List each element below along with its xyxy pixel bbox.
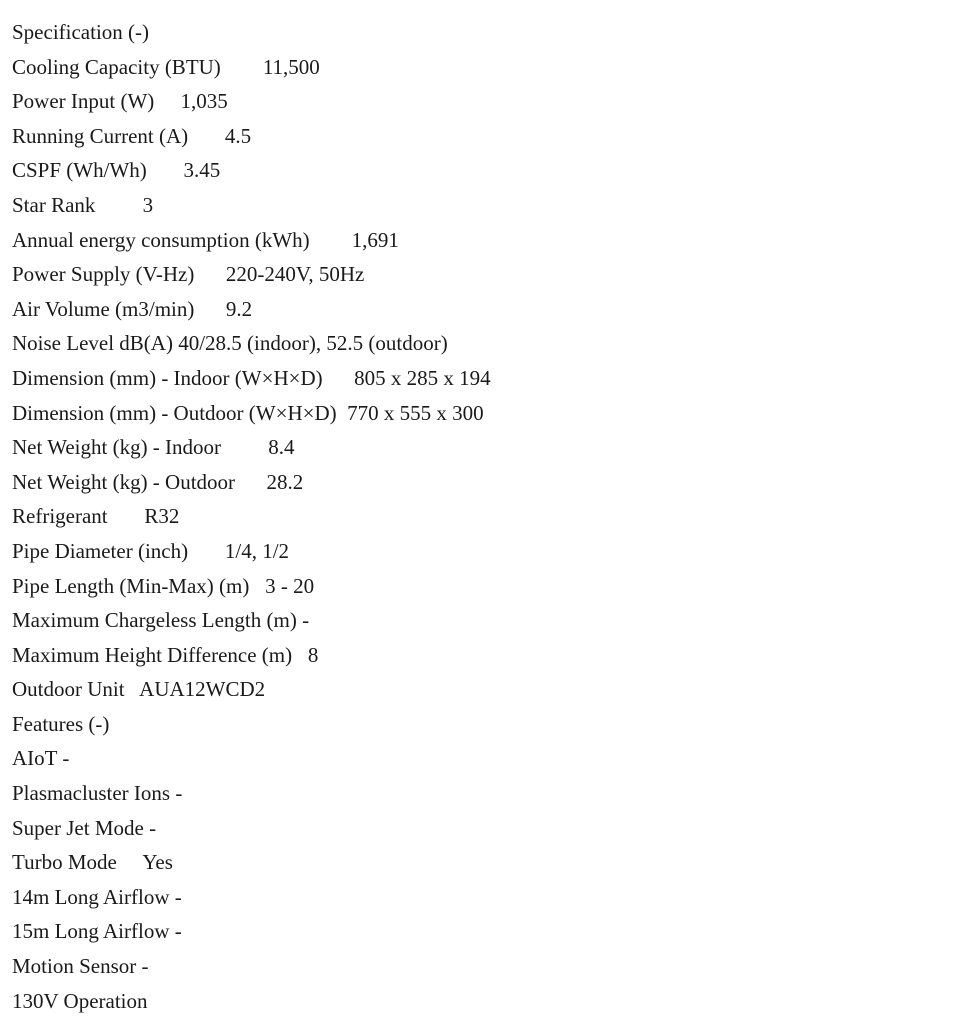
spec-row <box>12 467 491 502</box>
spec-row <box>12 605 491 640</box>
spec-row <box>12 847 491 882</box>
spec-row <box>12 294 491 329</box>
spec-value: - <box>149 815 157 840</box>
spec-row <box>12 882 491 917</box>
spec-separator <box>154 89 180 113</box>
spec-separator <box>194 262 226 286</box>
spec-separator <box>148 989 153 1013</box>
spec-row <box>12 501 491 536</box>
spec-value: 4.5 <box>224 123 252 148</box>
spec-label: Power Supply (V-Hz) <box>12 262 195 287</box>
spec-label: Air Volume (m3/min) <box>12 296 195 321</box>
spec-label: Specification <box>12 20 123 44</box>
spec-value: Yes <box>142 850 173 875</box>
spec-label: Power Input (W) <box>12 89 155 114</box>
spec-label: Cooling Capacity (BTU) <box>12 54 221 79</box>
spec-label: Plasmacluster Ions <box>12 781 171 806</box>
spec-label: Net Weight (kg) - Outdoor <box>12 469 236 494</box>
spec-label: Motion Sensor <box>12 954 137 979</box>
spec-separator <box>125 677 140 701</box>
spec-label: 130V Operation <box>12 988 148 1013</box>
spec-value: 8.4 <box>268 435 295 460</box>
spec-row <box>12 225 491 260</box>
spec-row <box>12 674 491 709</box>
spec-label: Dimension (mm) - Indoor (W×H×D) <box>12 365 323 390</box>
spec-separator <box>188 124 225 148</box>
spec-value: 28.2 <box>266 469 304 494</box>
spec-value: - <box>62 746 70 771</box>
spec-separator <box>194 297 226 321</box>
spec-value: 3 <box>142 192 154 217</box>
spec-separator <box>310 228 352 252</box>
spec-value: 9.2 <box>225 296 253 321</box>
spec-label: Features <box>12 711 84 736</box>
spec-row <box>12 432 491 467</box>
spec-row <box>12 17 491 52</box>
spec-value: 805 x 285 x 194 <box>354 365 491 390</box>
spec-row <box>12 778 491 813</box>
spec-separator <box>117 850 142 874</box>
specification-list <box>12 17 491 1020</box>
spec-value: - <box>302 608 310 633</box>
spec-separator <box>249 574 265 598</box>
spec-label: Pipe Diameter (inch) <box>12 538 189 563</box>
spec-value: 1,035 <box>180 89 228 114</box>
spec-label: Outdoor Unit <box>12 677 125 702</box>
spec-row <box>12 190 491 225</box>
spec-label: Pipe Length (Min-Max) (m) <box>12 573 250 598</box>
spec-value: R32 <box>144 504 180 529</box>
spec-value: - <box>174 919 182 944</box>
spec-value: (-) <box>128 20 150 44</box>
spec-value: 3 - 20 <box>265 573 315 598</box>
spec-label: Annual energy consumption (kWh) <box>12 227 310 252</box>
spec-row <box>12 328 491 363</box>
spec-row <box>12 986 491 1020</box>
spec-row <box>12 259 491 294</box>
spec-value: - <box>175 781 183 806</box>
spec-row <box>12 916 491 951</box>
spec-separator <box>337 401 348 425</box>
spec-value: 3.45 <box>183 158 221 183</box>
spec-value: - <box>141 954 149 979</box>
spec-label: Net Weight (kg) - Indoor <box>12 435 222 460</box>
spec-label: 15m Long Airflow <box>12 919 170 944</box>
spec-label: Super Jet Mode <box>12 815 144 840</box>
spec-label: Star Rank <box>12 192 96 217</box>
spec-row <box>12 121 491 156</box>
spec-separator <box>147 158 184 182</box>
spec-separator <box>188 539 225 563</box>
spec-row <box>12 813 491 848</box>
spec-value: 11,500 <box>262 54 320 79</box>
spec-label: Noise Level dB(A) <box>12 331 173 356</box>
spec-label: CSPF (Wh/Wh) <box>12 158 147 183</box>
spec-value: AUA12WCD2 <box>139 677 266 702</box>
spec-row <box>12 536 491 571</box>
spec-separator <box>221 435 268 459</box>
spec-separator <box>108 504 145 528</box>
spec-label: Refrigerant <box>12 504 108 529</box>
spec-label: 14m Long Airflow <box>12 884 170 909</box>
spec-separator <box>323 366 355 390</box>
spec-row <box>12 640 491 675</box>
spec-label: AIoT <box>12 746 58 771</box>
spec-separator <box>235 470 267 494</box>
spec-label: Maximum Chargeless Length (m) <box>12 608 297 633</box>
spec-row <box>12 743 491 778</box>
spec-row <box>12 52 491 87</box>
spec-value: 1,691 <box>351 227 399 252</box>
spec-value: 220-240V, 50Hz <box>225 262 365 287</box>
spec-row <box>12 86 491 121</box>
spec-row <box>12 155 491 190</box>
spec-value: 1/4, 1/2 <box>224 538 290 563</box>
spec-label: Running Current (A) <box>12 123 189 148</box>
spec-row <box>12 571 491 606</box>
spec-row <box>12 709 491 744</box>
spec-row <box>12 951 491 986</box>
spec-row <box>12 363 491 398</box>
spec-value: 40/28.5 (indoor), 52.5 (outdoor) <box>178 331 448 356</box>
spec-label: Dimension (mm) - Outdoor (W×H×D) <box>12 400 337 425</box>
spec-label: Maximum Height Difference (m) <box>12 642 293 667</box>
spec-value: 8 <box>307 642 319 667</box>
spec-separator <box>95 193 142 217</box>
spec-value: (-) <box>88 711 110 736</box>
spec-value: - <box>174 884 182 909</box>
spec-separator <box>292 643 308 667</box>
spec-separator <box>221 55 263 79</box>
spec-label: Turbo Mode <box>12 850 117 875</box>
spec-value: 770 x 555 x 300 <box>347 400 484 425</box>
spec-row <box>12 398 491 433</box>
